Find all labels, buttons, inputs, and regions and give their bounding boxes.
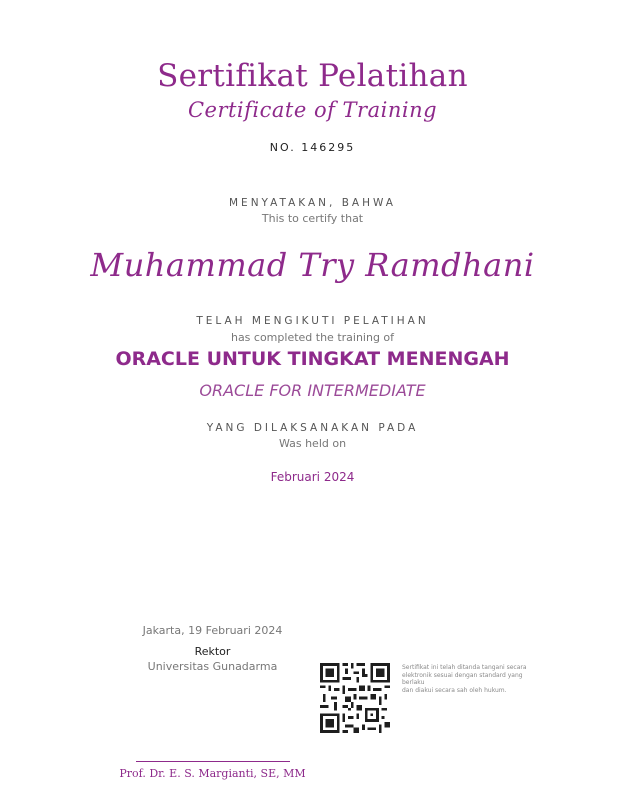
verification-line-3: berlaku [402,679,425,687]
verification-line-4: dan diakui secara sah oleh hukum. [402,686,507,694]
certificate-subtitle: Certificate of Training [187,98,438,122]
declaration-label: MENYATAKAN, BAHWA [229,197,396,209]
certificate-number: NO. 146295 [269,141,356,154]
signer-role: Rektor [194,645,231,658]
held-label: YANG DILAKSANAKAN PADA [206,422,419,434]
certificate-title: Sertifikat Pelatihan [157,58,468,94]
signature-line [136,761,290,762]
qr-code-icon [320,663,390,733]
signing-place-date: Jakarta, 19 Februari 2024 [142,624,283,637]
training-date: Februari 2024 [270,470,355,484]
recipient-name: Muhammad Try Ramdhani [90,246,535,284]
verification-line-2: elektronik sesuai dengan standard yang [402,671,523,679]
completion-label: TELAH MENGIKUTI PELATIHAN [196,315,429,327]
course-title: ORACLE UNTUK TINGKAT MENENGAH [115,348,510,370]
verification-line-1: Sertifikat ini telah ditanda tangani secara [402,664,527,671]
declaration-label-en: This to certify that [261,212,364,225]
completion-label-en: has completed the training of [230,331,395,344]
signer-name: Prof. Dr. E. S. Margianti, SE, MM [119,767,306,780]
held-label-en: Was held on [278,437,347,450]
course-title-en: ORACLE FOR INTERMEDIATE [199,381,426,400]
institution-name: Universitas Gunadarma [147,660,278,673]
verification-note [402,664,532,694]
